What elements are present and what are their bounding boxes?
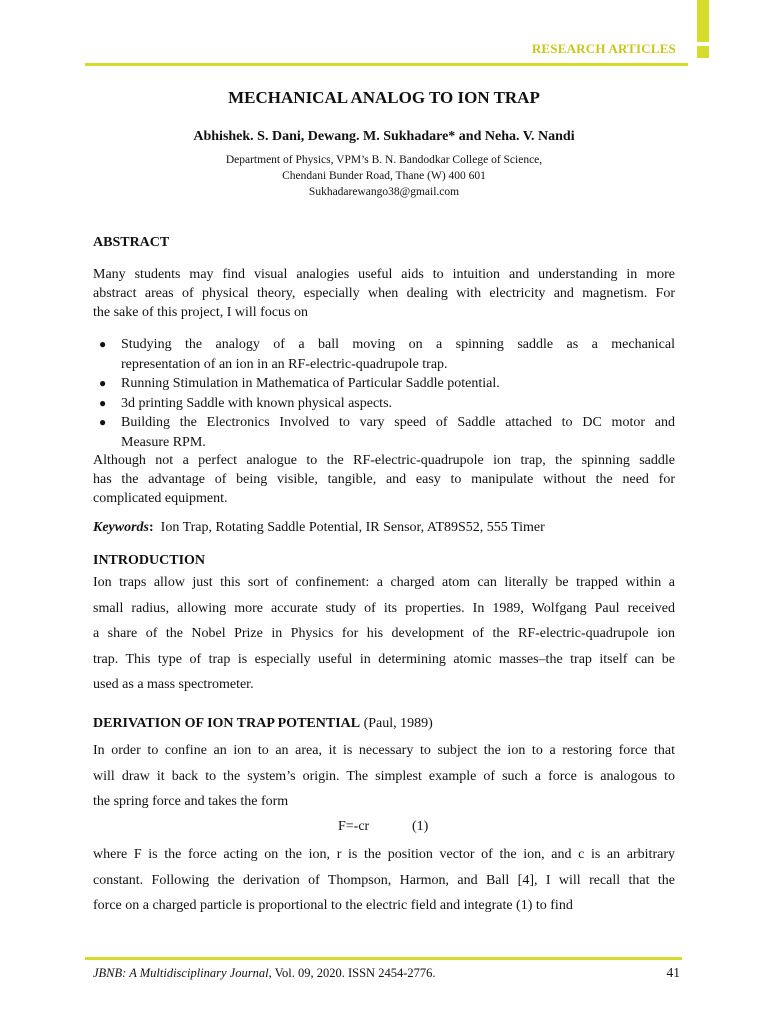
text-line: will draw it back to the system’s origin. The simplest example of such a force is analogous to <box>93 768 675 784</box>
equation: F=-cr <box>338 819 370 834</box>
text-line: small radius, allowing more accurate study of its properties. In 1989, Wolfgang Paul received <box>93 600 675 616</box>
text-line: Measure RPM. <box>121 434 206 450</box>
text-line: the sake of this project, I will focus on <box>93 305 309 320</box>
keywords-text: Ion Trap, Rotating Saddle Potential, IR Sensor, AT89S52, 555 Timer <box>160 520 545 535</box>
bullet-icon: ● <box>99 415 107 429</box>
derivation-body-after <box>93 842 675 919</box>
page-number: 41 <box>666 965 680 980</box>
text-line: a share of the Nobel Prize in Physics for his development of the RF-electric-quadrupole ion <box>93 626 675 641</box>
text-line: complicated equipment. <box>93 491 228 506</box>
abstract-heading: ABSTRACT <box>93 235 170 250</box>
text-line: Running Stimulation in Mathematica of Particular Saddle potential. <box>121 376 500 391</box>
text-line: 3d printing Saddle with known physical aspects. <box>121 395 393 411</box>
text-line: Although not a perfect analogue to the RF-electric-quadrupole ion trap, the spinning saddle <box>93 453 675 468</box>
bullet-item <box>93 394 675 414</box>
text-line: In order to confine an ion to an area, it is necessary to subject the ion to a restoring force that <box>93 743 675 758</box>
abstract-closing <box>93 451 675 508</box>
bullet-item <box>93 374 675 394</box>
text-line: has the advantage of being visible, tangible, and easy to manipulate without the need for <box>93 472 675 487</box>
paper-title: MECHANICAL ANALOG TO ION TRAP <box>228 88 540 107</box>
text-line: Studying the analogy of a ball moving on a spinning saddle as a mechanical <box>121 337 675 352</box>
keywords-line: Keywords: Ion Trap, Rotating Saddle Potential, IR Sensor, AT89S52, 555 Timer <box>93 520 545 535</box>
text-line: trap. This type of trap is especially useful in determining atomic masses–the trap itself can be <box>93 651 675 667</box>
text-line: abstract areas of physical theory, especially when dealing with electricity and magnetism. For <box>93 286 675 301</box>
equation-number: (1) <box>412 819 429 834</box>
text-line: where F is the force acting on the ion, r is the position vector of the ion, and c is an arbitrary <box>93 847 675 862</box>
bullet-item <box>93 335 675 374</box>
affiliation-address: Chendani Bunder Road, Thane (W) 400 601 <box>282 170 486 182</box>
footer-citation <box>93 966 435 981</box>
accent-block <box>697 46 709 58</box>
derivation-citation: (Paul, 1989) <box>360 716 433 731</box>
paper-authors: Abhishek. S. Dani, Dewang. M. Sukhadare* and Neha. V. Nandi <box>193 129 575 144</box>
introduction-body <box>93 570 675 698</box>
text-line: representation of an ion in an RF-electric-quadrupole trap. <box>121 356 448 372</box>
text-line: the spring force and takes the form <box>93 794 289 809</box>
keywords-label: Keywords <box>93 520 149 535</box>
text-line: Many students may find visual analogies useful aids to intuition and understanding in more <box>93 267 675 282</box>
accent-bar <box>697 0 709 42</box>
derivation-heading-line <box>93 716 693 732</box>
text-line: Building the Electronics Involved to vary speed of Saddle attached to DC motor and <box>121 415 675 430</box>
affiliation-email: Sukhadarewango38@gmail.com <box>308 186 460 198</box>
header-rule <box>85 63 688 66</box>
text-line: force on a charged particle is proportional to the electric field and integrate (1) to find <box>93 898 573 913</box>
affiliation-department: Department of Physics, VPM’s B. N. Bandodkar College of Science, <box>225 154 543 166</box>
footer-rule <box>85 957 682 960</box>
abstract-bullet-list <box>93 335 675 452</box>
derivation-heading: DERIVATION OF ION TRAP POTENTIAL <box>93 716 361 731</box>
journal-name: JBNB: A Multidisciplinary Journal <box>93 966 269 980</box>
text-line: constant. Following the derivation of Thompson, Harmon, and Ball [4], I will recall that the <box>93 872 675 888</box>
bullet-icon: ● <box>99 395 107 410</box>
derivation-body-before <box>93 738 675 815</box>
text-line: Ion traps allow just this sort of confinement: a charged atom can literally be trapped within a <box>93 575 675 590</box>
abstract-intro <box>93 265 675 322</box>
section-label: RESEARCH ARTICLES <box>531 41 676 56</box>
bullet-icon: ● <box>99 376 107 390</box>
text-line: used as a mass spectrometer. <box>93 677 254 692</box>
introduction-heading: INTRODUCTION <box>93 553 206 568</box>
bullet-item <box>93 413 675 452</box>
bullet-icon: ● <box>99 337 107 351</box>
journal-details: , Vol. 09, 2020. ISSN 2454-2776. <box>268 966 436 980</box>
